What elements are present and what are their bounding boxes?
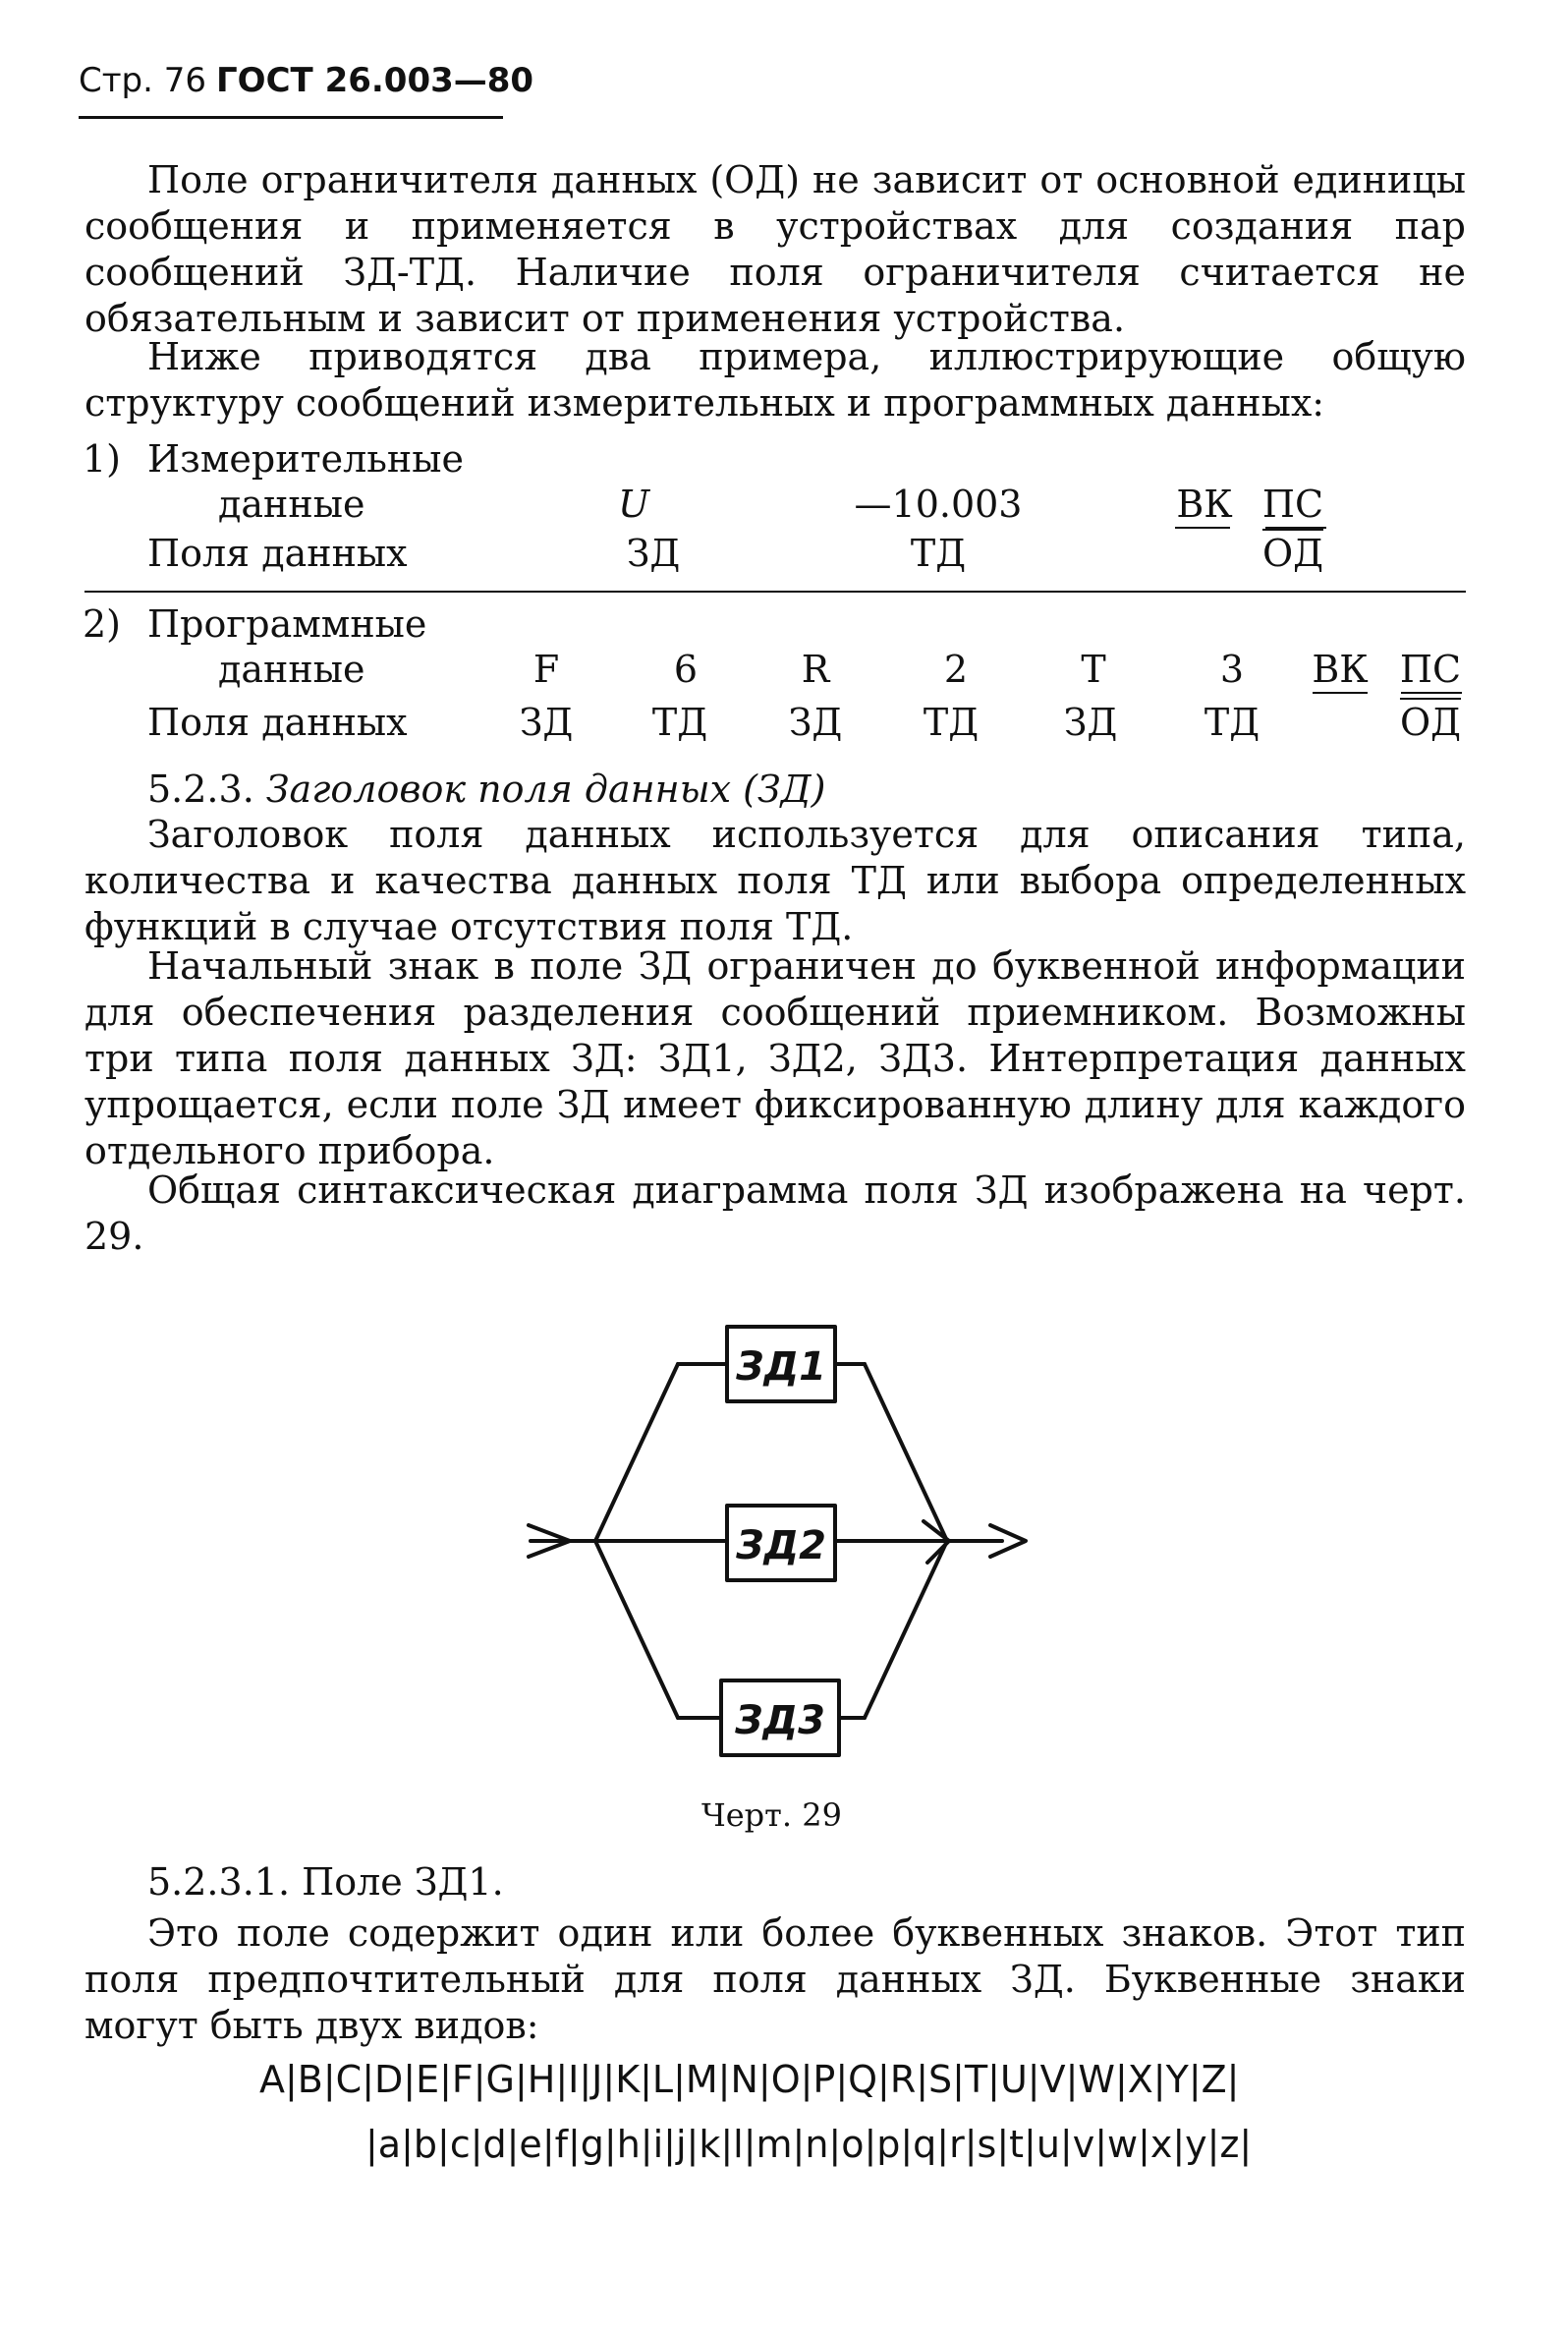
example2-value-f: F — [532, 648, 560, 691]
example1-value-u: U — [617, 483, 650, 526]
paragraph-zd1: Это поле содержит один или более буквенных знаков. Этот тип поля предпочтительный для поля данных ЗД. Буквенные знаки могут быть двух видов: — [84, 1911, 1466, 2047]
figure-caption: Черт. 29 — [701, 1796, 842, 1834]
paragraph-zd-header: Заголовок поля данных используется для описания типа, количества и качества данных поля ТД или выбора определенных функций в случае отсутствия поля ТД. — [84, 813, 1466, 948]
page-header — [79, 61, 533, 100]
example2-value-3: 3 — [1219, 648, 1245, 691]
example2-value-2: 2 — [943, 648, 969, 691]
example1-field-zd: ЗД — [626, 532, 681, 575]
example2-field-td-3: ТД — [1204, 701, 1260, 744]
paragraph-examples: Ниже приводятся два примера, иллюстрирующие общую структуру сообщений измерительных и программных данных: — [84, 335, 1466, 425]
example2-number: 2) — [83, 602, 122, 646]
example2-field-zd-3: ЗД — [1063, 701, 1118, 744]
example2-field-zd-2: ЗД — [788, 701, 843, 744]
example1-field-td: ТД — [910, 532, 967, 575]
example1-label-1: Измерительные — [147, 437, 464, 481]
example2-value-ps: ПС — [1399, 648, 1462, 691]
example1-value-vk: ВК — [1176, 483, 1233, 526]
example2-label-2: данные — [218, 648, 365, 691]
subsection-title: 5.2.3.1. Поле ЗД1. — [147, 1860, 504, 1904]
example2-field-td-2: ТД — [923, 701, 980, 744]
syntax-diagram — [511, 1297, 1041, 1759]
example2-value-r: R — [801, 648, 830, 691]
example2-field-od: ОД — [1400, 698, 1461, 746]
example2-value-6: 6 — [673, 648, 699, 691]
example1-label-2: данные — [218, 483, 365, 526]
example1-value-number: —10.003 — [854, 483, 1023, 526]
box-zd3-label: ЗД3 — [735, 1698, 825, 1743]
example2-field-td-1: ТД — [651, 701, 708, 744]
example2-value-t: T — [1081, 648, 1106, 691]
example2-fields-label: Поля данных — [147, 701, 408, 744]
box-zd2-label: ЗД2 — [736, 1523, 826, 1568]
example2-label-1: Программные — [147, 602, 427, 646]
paragraph-zd-start: Начальный знак в поле ЗД ограничен до буквенной информации для обеспечения разделения сообщений приемником. Возможны три типа поля данных ЗД: ЗД1, ЗД2, ЗД3. Интерпретация данных упрощается, если поле ЗД имеет фиксированную длину для каждого отдельного прибора. — [84, 944, 1466, 1172]
page-number: Стр. 76 — [79, 61, 207, 100]
example1-field-od: ОД — [1262, 529, 1323, 577]
section-title: Заголовок поля данных (ЗД) — [265, 768, 826, 811]
uppercase-letters: A|B|C|D|E|F|G|H|I|J|K|L|M|N|O|P|Q|R|S|T|U|V|W|X|Y|Z| — [259, 2058, 1240, 2101]
example2-value-vk: ВК — [1312, 648, 1369, 691]
paragraph-od: Поле ограничителя данных (ОД) не зависит от основной единицы сообщения и применяется в устройствах для создания пар сообщений ЗД-ТД. Наличие поля ограничителя считается не обязательным и зависит от применения устройства. — [84, 158, 1466, 340]
standard-number: ГОСТ 26.003—80 — [216, 61, 534, 100]
lowercase-letters: |a|b|c|d|e|f|g|h|i|j|k|l|m|n|o|p|q|r|s|t|u|v|w|x|y|z| — [365, 2123, 1253, 2166]
example1-value-ps: ПС — [1261, 483, 1324, 526]
examples-separator — [84, 591, 1466, 593]
example1-fields-label: Поля данных — [147, 532, 408, 575]
header-rule — [79, 116, 503, 119]
section-heading — [147, 767, 825, 813]
example2-field-zd-1: ЗД — [519, 701, 574, 744]
section-number: 5.2.3. — [147, 768, 254, 811]
box-zd1-label: ЗД1 — [736, 1344, 826, 1390]
example1-number: 1) — [83, 437, 122, 481]
example2-ps-underline — [1401, 692, 1462, 694]
example1-vk-underline — [1175, 527, 1230, 529]
paragraph-diagram-ref: Общая синтаксическая диаграмма поля ЗД изображена на черт. 29. — [84, 1168, 1466, 1258]
example2-vk-underline — [1313, 692, 1368, 694]
